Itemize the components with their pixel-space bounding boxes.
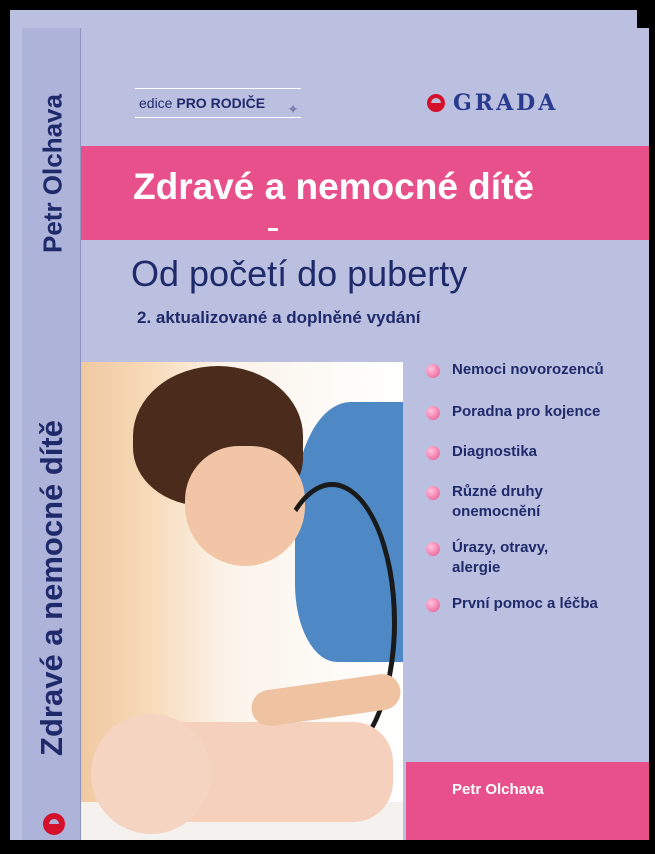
series-label (135, 88, 301, 118)
series-prefix: edice (139, 95, 173, 111)
topic-label: Diagnostika (452, 443, 538, 460)
series-mark-icon: ✦ (287, 101, 299, 117)
spine (22, 28, 81, 840)
bullet-icon (426, 406, 440, 420)
bullet-icon (426, 486, 440, 500)
book-subtitle: Od početí do puberty (131, 253, 468, 294)
author-name: Petr Olchava (452, 781, 544, 798)
publisher-logo (427, 90, 558, 116)
author-band (406, 762, 649, 840)
front-cover (81, 28, 649, 840)
topic-list (426, 360, 646, 614)
topic-item (426, 360, 646, 380)
baby-head (91, 714, 211, 834)
topic-item (426, 538, 582, 578)
topic-label: Poradna pro kojence (452, 403, 601, 420)
spine-author: Petr Olchava (37, 94, 68, 253)
spine-title: Zdravé a nemocné dítě (34, 420, 69, 756)
topic-label: První pomoc a léčba (452, 595, 598, 612)
title-band (81, 146, 649, 240)
cover-photo (81, 362, 403, 840)
bullet-icon (426, 364, 440, 378)
book-cover (10, 10, 637, 840)
topic-item (426, 402, 646, 422)
topic-label: Nemoci novorozenců (452, 361, 604, 378)
title-dash (268, 228, 278, 231)
publisher-name: GRADA (453, 90, 559, 116)
topic-item (426, 442, 646, 462)
bullet-icon (426, 446, 440, 460)
bullet-icon (426, 542, 440, 556)
publisher-logo-icon (43, 813, 65, 835)
bullet-icon (426, 598, 440, 612)
topic-label: Úrazy, otravy, alergie (452, 539, 549, 576)
edition-label: 2. aktualizované a doplněné vydání (137, 308, 421, 327)
grada-logo-icon (427, 94, 445, 112)
series-name: PRO RODIČE (176, 95, 266, 111)
book-title: Zdravé a nemocné dítě (133, 166, 534, 207)
topic-label: Různé druhy onemocnění (452, 483, 543, 520)
topic-item (426, 594, 646, 614)
topic-item (426, 482, 582, 522)
